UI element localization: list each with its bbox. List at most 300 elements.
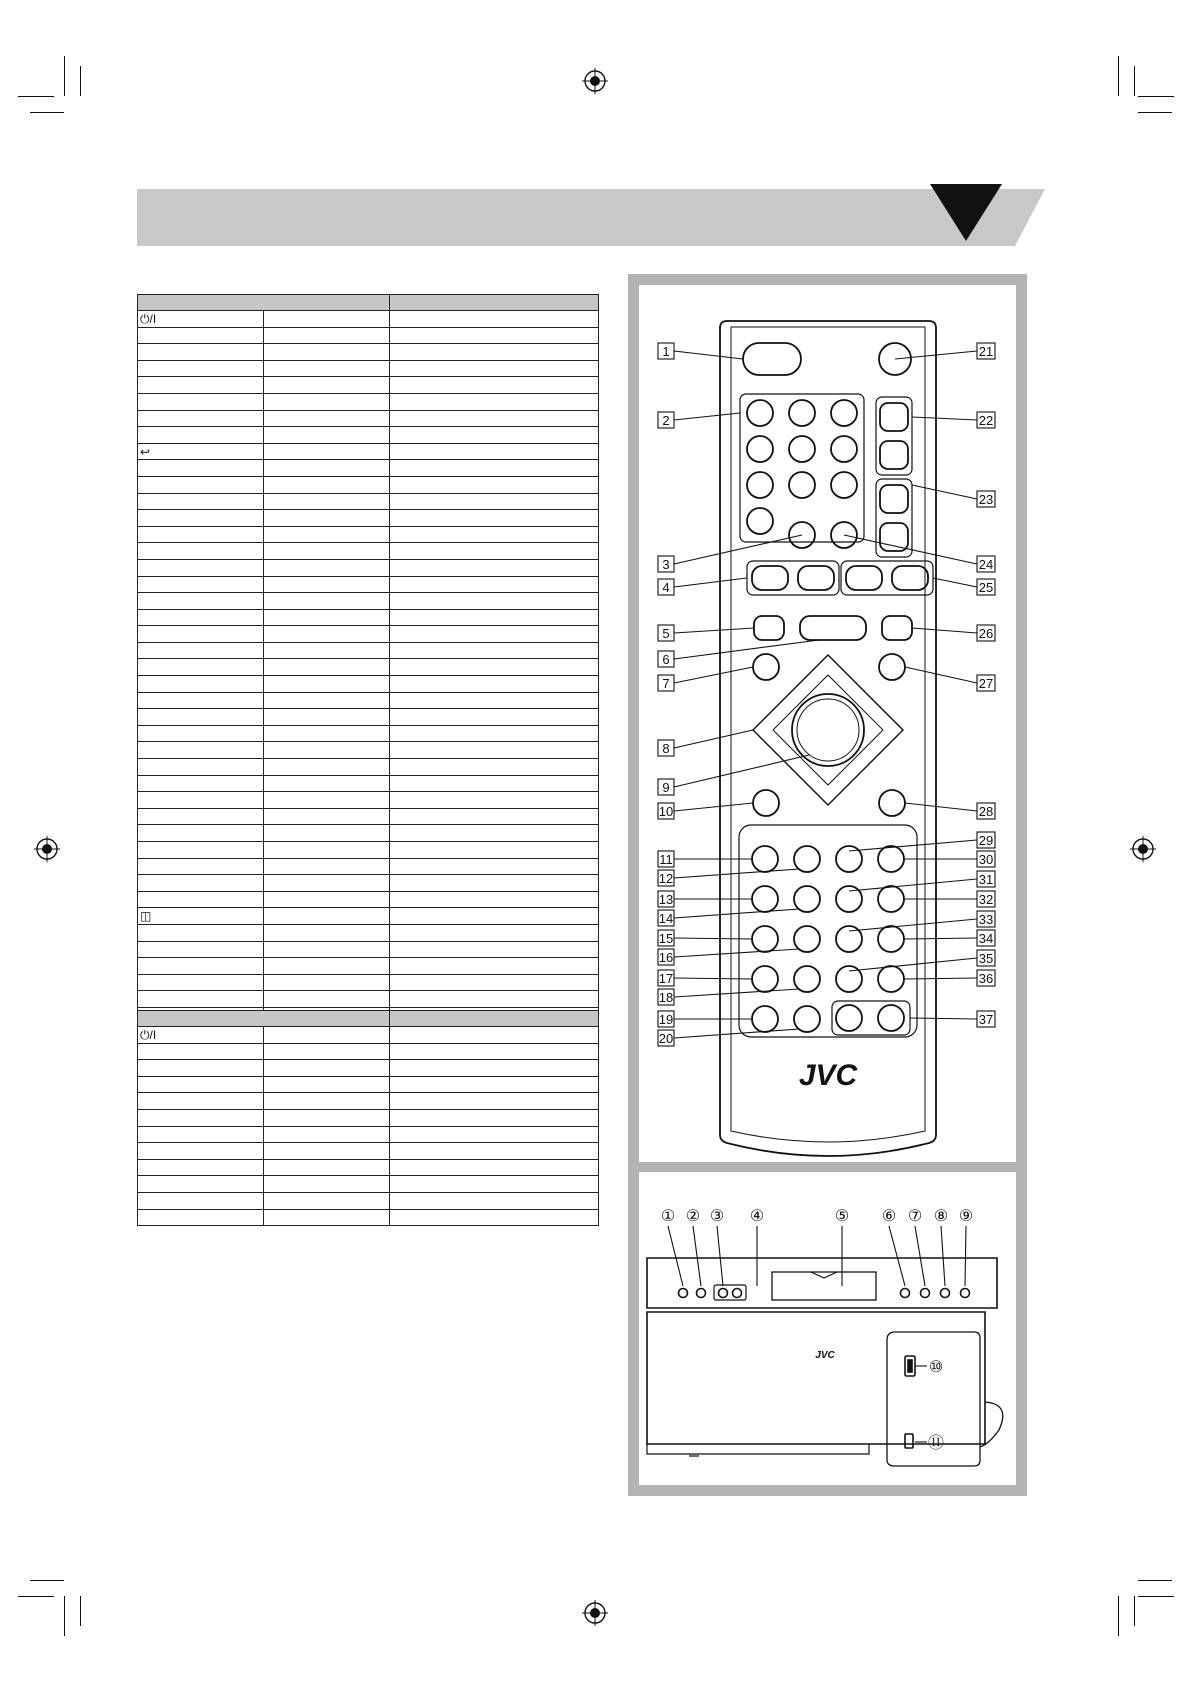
table-row (138, 1027, 599, 1044)
callout-34 (977, 930, 995, 946)
table-cell-mid (264, 958, 390, 975)
table-row (138, 1060, 599, 1077)
table-cell-mid (264, 676, 390, 693)
table-cell-desc (390, 858, 599, 875)
table-cell-mid (264, 559, 390, 576)
table-cell-name (138, 327, 264, 344)
svg-text:12: 12 (658, 871, 674, 886)
sound-table-header-left (138, 295, 390, 311)
direction-pad[interactable] (753, 655, 903, 805)
table-cell-desc (390, 543, 599, 560)
clock-table-header-left (138, 1011, 390, 1027)
table-cell-name (138, 1060, 264, 1077)
table-cell-name (138, 460, 264, 477)
callout-⑩: ⑩ (928, 1359, 944, 1376)
table-cell-mid (264, 991, 390, 1008)
table-cell-desc (390, 559, 599, 576)
table-cell-desc (390, 1209, 599, 1226)
table-cell-name (138, 510, 264, 527)
table-row (138, 1176, 599, 1193)
table-cell-name (138, 792, 264, 809)
table-cell-desc (390, 1159, 599, 1176)
table-cell-mid (264, 593, 390, 610)
callout-③: ③ (709, 1208, 725, 1225)
registration-mark-right (1130, 836, 1156, 862)
table-cell-desc (390, 1043, 599, 1060)
callout-23 (977, 491, 995, 507)
table-cell-name (138, 924, 264, 941)
table-row (138, 692, 599, 709)
callout-2 (658, 412, 674, 428)
svg-text:4: 4 (662, 580, 670, 595)
unit-display-window (772, 1272, 876, 1300)
callout-18 (658, 989, 674, 1005)
callout-①: ① (660, 1208, 676, 1225)
table-cell-name (138, 344, 264, 361)
table-cell-desc (390, 1176, 599, 1193)
table-row (138, 709, 599, 726)
callout-1 (658, 343, 674, 359)
table-cell-mid (264, 460, 390, 477)
table-cell-name (138, 875, 264, 892)
table-cell-desc (390, 344, 599, 361)
callout-33 (977, 911, 995, 927)
table-cell-desc (390, 393, 599, 410)
callout-3 (658, 556, 674, 572)
remote-control (639, 285, 1016, 1162)
table-cell-name: ◫ (138, 908, 264, 925)
card-slot (905, 1434, 913, 1448)
svg-text:16: 16 (658, 950, 674, 965)
table-cell-desc (390, 526, 599, 543)
table-row (138, 1043, 599, 1060)
registration-mark-left (34, 836, 60, 862)
callout-4 (658, 579, 674, 595)
table-cell-mid (264, 725, 390, 742)
table-row (138, 775, 599, 792)
table-row (138, 974, 599, 991)
table-cell-mid (264, 1143, 390, 1160)
table-cell-desc (390, 377, 599, 394)
table-cell-desc (390, 327, 599, 344)
table-cell-desc (390, 725, 599, 742)
svg-text:19: 19 (658, 1012, 674, 1027)
callout-⑦: ⑦ (907, 1208, 923, 1225)
table-cell-mid (264, 792, 390, 809)
table-cell-mid (264, 1109, 390, 1126)
table-cell-name (138, 1176, 264, 1193)
table-cell-desc (390, 576, 599, 593)
table-row (138, 360, 599, 377)
svg-text:11: 11 (659, 852, 673, 867)
table-cell-name (138, 991, 264, 1008)
table-cell-desc (390, 1126, 599, 1143)
callout-6 (658, 651, 674, 667)
svg-text:30: 30 (978, 852, 994, 867)
remote-body (720, 321, 936, 1156)
table-cell-desc (390, 974, 599, 991)
table-row (138, 1209, 599, 1226)
power-button[interactable] (743, 343, 801, 375)
table-cell-mid (264, 1027, 390, 1044)
callout-④: ④ (749, 1208, 765, 1225)
svg-text:13: 13 (658, 892, 674, 907)
table-cell-name (138, 576, 264, 593)
callout-16 (658, 949, 674, 965)
callout-⑤: ⑤ (834, 1208, 850, 1225)
remote-brand-logo: JVC (798, 1059, 858, 1092)
table-cell-desc (390, 692, 599, 709)
table-cell-desc (390, 593, 599, 610)
table-cell-name (138, 1076, 264, 1093)
table-cell-desc (390, 1027, 599, 1044)
callout-11 (658, 851, 674, 867)
table-cell-desc (390, 510, 599, 527)
table-cell-name (138, 676, 264, 693)
table-cell-name (138, 842, 264, 859)
table-cell-name (138, 725, 264, 742)
table-cell-name (138, 377, 264, 394)
table-row (138, 460, 599, 477)
table-row (138, 344, 599, 361)
callout-25 (977, 579, 995, 595)
table-cell-desc (390, 759, 599, 776)
table-cell-mid (264, 974, 390, 991)
table-row (138, 1093, 599, 1110)
table-cell-name (138, 559, 264, 576)
table-cell-mid (264, 692, 390, 709)
callout-10 (658, 803, 674, 819)
table-cell-name (138, 410, 264, 427)
callout-24 (977, 556, 995, 572)
table-row (138, 958, 599, 975)
table-cell-name (138, 941, 264, 958)
clock-table-header-right (390, 1011, 599, 1027)
callout-⑪: ⑪ (927, 1435, 945, 1452)
svg-text:22: 22 (978, 413, 994, 428)
table-row (138, 725, 599, 742)
table-row (138, 858, 599, 875)
table-cell-desc (390, 642, 599, 659)
svg-text:32: 32 (978, 892, 994, 907)
table-cell-desc (390, 1192, 599, 1209)
svg-text:21: 21 (978, 344, 994, 359)
table-cell-mid (264, 393, 390, 410)
table-row (138, 1109, 599, 1126)
table-cell-mid (264, 875, 390, 892)
table-cell-desc (390, 493, 599, 510)
table-cell-mid (264, 1043, 390, 1060)
table-cell-mid (264, 759, 390, 776)
svg-text:14: 14 (658, 911, 674, 926)
table-cell-mid (264, 1060, 390, 1077)
table-cell-desc (390, 410, 599, 427)
table-cell-mid (264, 941, 390, 958)
table-cell-desc (390, 427, 599, 444)
svg-text:35: 35 (978, 951, 994, 966)
table-cell-mid (264, 709, 390, 726)
table-cell-desc (390, 460, 599, 477)
table-row (138, 1159, 599, 1176)
table-cell-name (138, 692, 264, 709)
table-cell-desc (390, 609, 599, 626)
callout-29 (977, 832, 995, 848)
number-keypad-bracket (740, 394, 864, 542)
table-cell-desc (390, 659, 599, 676)
table-cell-name (138, 476, 264, 493)
table-cell-mid (264, 427, 390, 444)
table-row (138, 427, 599, 444)
table-cell-name (138, 1043, 264, 1060)
section-header-slant (1015, 189, 1045, 246)
table-cell-desc (390, 443, 599, 460)
table-cell-mid (264, 327, 390, 344)
table-cell-desc (390, 958, 599, 975)
table-row (138, 559, 599, 576)
table-row (138, 792, 599, 809)
table-cell-mid (264, 825, 390, 842)
svg-text:37: 37 (978, 1012, 994, 1027)
table-cell-name (138, 825, 264, 842)
table-row (138, 609, 599, 626)
front-unit (639, 1172, 1016, 1485)
table-cell-desc (390, 808, 599, 825)
table-cell-mid (264, 493, 390, 510)
svg-text:36: 36 (978, 971, 994, 986)
callout-9 (658, 779, 674, 795)
table-cell-mid (264, 543, 390, 560)
table-cell-mid (264, 311, 390, 328)
callout-15 (658, 930, 674, 946)
table-cell-mid (264, 891, 390, 908)
table-cell-desc (390, 924, 599, 941)
table-row (138, 875, 599, 892)
table-cell-mid (264, 908, 390, 925)
table-row (138, 991, 599, 1008)
callout-22 (977, 412, 995, 428)
table-cell-desc (390, 775, 599, 792)
callout-⑥: ⑥ (881, 1208, 897, 1225)
callout-28 (977, 803, 995, 819)
callout-36 (977, 970, 995, 986)
table-cell-desc (390, 908, 599, 925)
svg-text:17: 17 (658, 971, 674, 986)
table-cell-name (138, 543, 264, 560)
callout-20 (658, 1030, 674, 1046)
table-cell-mid (264, 775, 390, 792)
table-cell-desc (390, 476, 599, 493)
table-row (138, 1126, 599, 1143)
table-row (138, 742, 599, 759)
callout-26 (977, 625, 995, 641)
table-cell-mid (264, 1209, 390, 1226)
table-cell-name (138, 1093, 264, 1110)
table-cell-name (138, 360, 264, 377)
table-cell-name (138, 659, 264, 676)
table-cell-desc (390, 941, 599, 958)
callout-21 (977, 343, 995, 359)
table-cell-mid (264, 526, 390, 543)
table-cell-mid (264, 924, 390, 941)
table-row (138, 759, 599, 776)
table-cell-name (138, 858, 264, 875)
table-cell-name: ↩ (138, 443, 264, 460)
sound-table-header-right (390, 295, 599, 311)
table-cell-name (138, 709, 264, 726)
svg-text:25: 25 (978, 580, 994, 595)
table-cell-desc (390, 709, 599, 726)
table-row (138, 941, 599, 958)
table-cell-name (138, 393, 264, 410)
table-cell-name (138, 593, 264, 610)
table-cell-mid (264, 576, 390, 593)
svg-text:8: 8 (662, 741, 670, 756)
table-cell-mid (264, 742, 390, 759)
svg-text:33: 33 (978, 912, 994, 927)
table-cell-mid (264, 344, 390, 361)
table-cell-mid (264, 1076, 390, 1093)
table-cell-desc (390, 991, 599, 1008)
table-cell-mid (264, 1126, 390, 1143)
svg-text:7: 7 (662, 676, 670, 691)
clock-table (137, 1010, 599, 1226)
table-cell-mid (264, 842, 390, 859)
svg-text:34: 34 (978, 931, 994, 946)
svg-text:23: 23 (978, 492, 994, 507)
table-row (138, 891, 599, 908)
table-cell-name (138, 493, 264, 510)
table-cell-name (138, 974, 264, 991)
callout-5 (658, 625, 674, 641)
table-row (138, 1076, 599, 1093)
table-row (138, 908, 599, 925)
callout-⑨: ⑨ (958, 1208, 974, 1225)
table-cell-desc (390, 825, 599, 842)
table-cell-desc (390, 1093, 599, 1110)
table-row (138, 393, 599, 410)
svg-text:3: 3 (662, 557, 670, 572)
table-row (138, 659, 599, 676)
table-row (138, 327, 599, 344)
svg-text:18: 18 (658, 990, 674, 1005)
callout-⑧: ⑧ (933, 1208, 949, 1225)
table-cell-name (138, 808, 264, 825)
svg-text:6: 6 (662, 652, 670, 667)
table-cell-name (138, 958, 264, 975)
table-cell-name (138, 427, 264, 444)
callout-②: ② (685, 1208, 701, 1225)
table-row (138, 642, 599, 659)
table-cell-mid (264, 808, 390, 825)
callout-14 (658, 910, 674, 926)
table-cell-mid (264, 476, 390, 493)
callout-37 (977, 1011, 995, 1027)
table-cell-mid (264, 1176, 390, 1193)
table-cell-name: ⏻/I (138, 1027, 264, 1044)
callout-7 (658, 675, 674, 691)
table-cell-name (138, 891, 264, 908)
table-row (138, 543, 599, 560)
table-cell-name (138, 775, 264, 792)
svg-text:1: 1 (662, 344, 670, 359)
table-cell-desc (390, 1143, 599, 1160)
table-row (138, 410, 599, 427)
table-row (138, 924, 599, 941)
table-cell-mid (264, 858, 390, 875)
callout-12 (658, 870, 674, 886)
registration-mark-bottom (582, 1600, 608, 1626)
table-cell-name (138, 1126, 264, 1143)
side-group-2-bracket (876, 479, 912, 557)
table-cell-desc (390, 891, 599, 908)
table-cell-desc (390, 842, 599, 859)
table-cell-name (138, 1209, 264, 1226)
callout-35 (977, 950, 995, 966)
table-row (138, 626, 599, 643)
svg-text:28: 28 (978, 804, 994, 819)
svg-text:31: 31 (978, 872, 994, 887)
table-cell-name (138, 626, 264, 643)
registration-mark-top (582, 68, 608, 94)
table-cell-name (138, 526, 264, 543)
callout-19 (658, 1011, 674, 1027)
clock-table-body (138, 1027, 599, 1226)
table-cell-mid (264, 443, 390, 460)
svg-text:27: 27 (978, 676, 994, 691)
svg-text:24: 24 (978, 557, 994, 572)
remote-body-inner (731, 327, 925, 1142)
svg-text:29: 29 (978, 833, 994, 848)
callout-32 (977, 891, 995, 907)
table-cell-mid (264, 410, 390, 427)
table-cell-desc (390, 1076, 599, 1093)
table-cell-mid (264, 626, 390, 643)
callout-17 (658, 970, 674, 986)
table-cell-desc (390, 676, 599, 693)
table-cell-mid (264, 659, 390, 676)
svg-text:20: 20 (658, 1031, 674, 1046)
table-row (138, 510, 599, 527)
svg-text:15: 15 (658, 931, 674, 946)
table-cell-mid (264, 510, 390, 527)
table-cell-name (138, 1143, 264, 1160)
svg-text:5: 5 (662, 626, 670, 641)
svg-text:10: 10 (658, 804, 674, 819)
table-cell-desc (390, 792, 599, 809)
callout-8 (658, 740, 674, 756)
table-row (138, 476, 599, 493)
svg-text:26: 26 (978, 626, 994, 641)
lower-button-grid (752, 846, 910, 1035)
table-cell-mid (264, 609, 390, 626)
table-cell-mid (264, 377, 390, 394)
callout-30 (977, 851, 995, 867)
unit-brand-logo: JVC (815, 1350, 835, 1361)
table-row (138, 493, 599, 510)
table-row (138, 1143, 599, 1160)
table-cell-name (138, 1109, 264, 1126)
table-row (138, 676, 599, 693)
table-row (138, 377, 599, 394)
sound-table (137, 294, 599, 1025)
table-cell-desc (390, 626, 599, 643)
table-cell-name (138, 759, 264, 776)
callout-27 (977, 675, 995, 691)
table-cell-desc (390, 1109, 599, 1126)
callout-13 (658, 891, 674, 907)
table-cell-desc (390, 311, 599, 328)
table-cell-desc (390, 742, 599, 759)
